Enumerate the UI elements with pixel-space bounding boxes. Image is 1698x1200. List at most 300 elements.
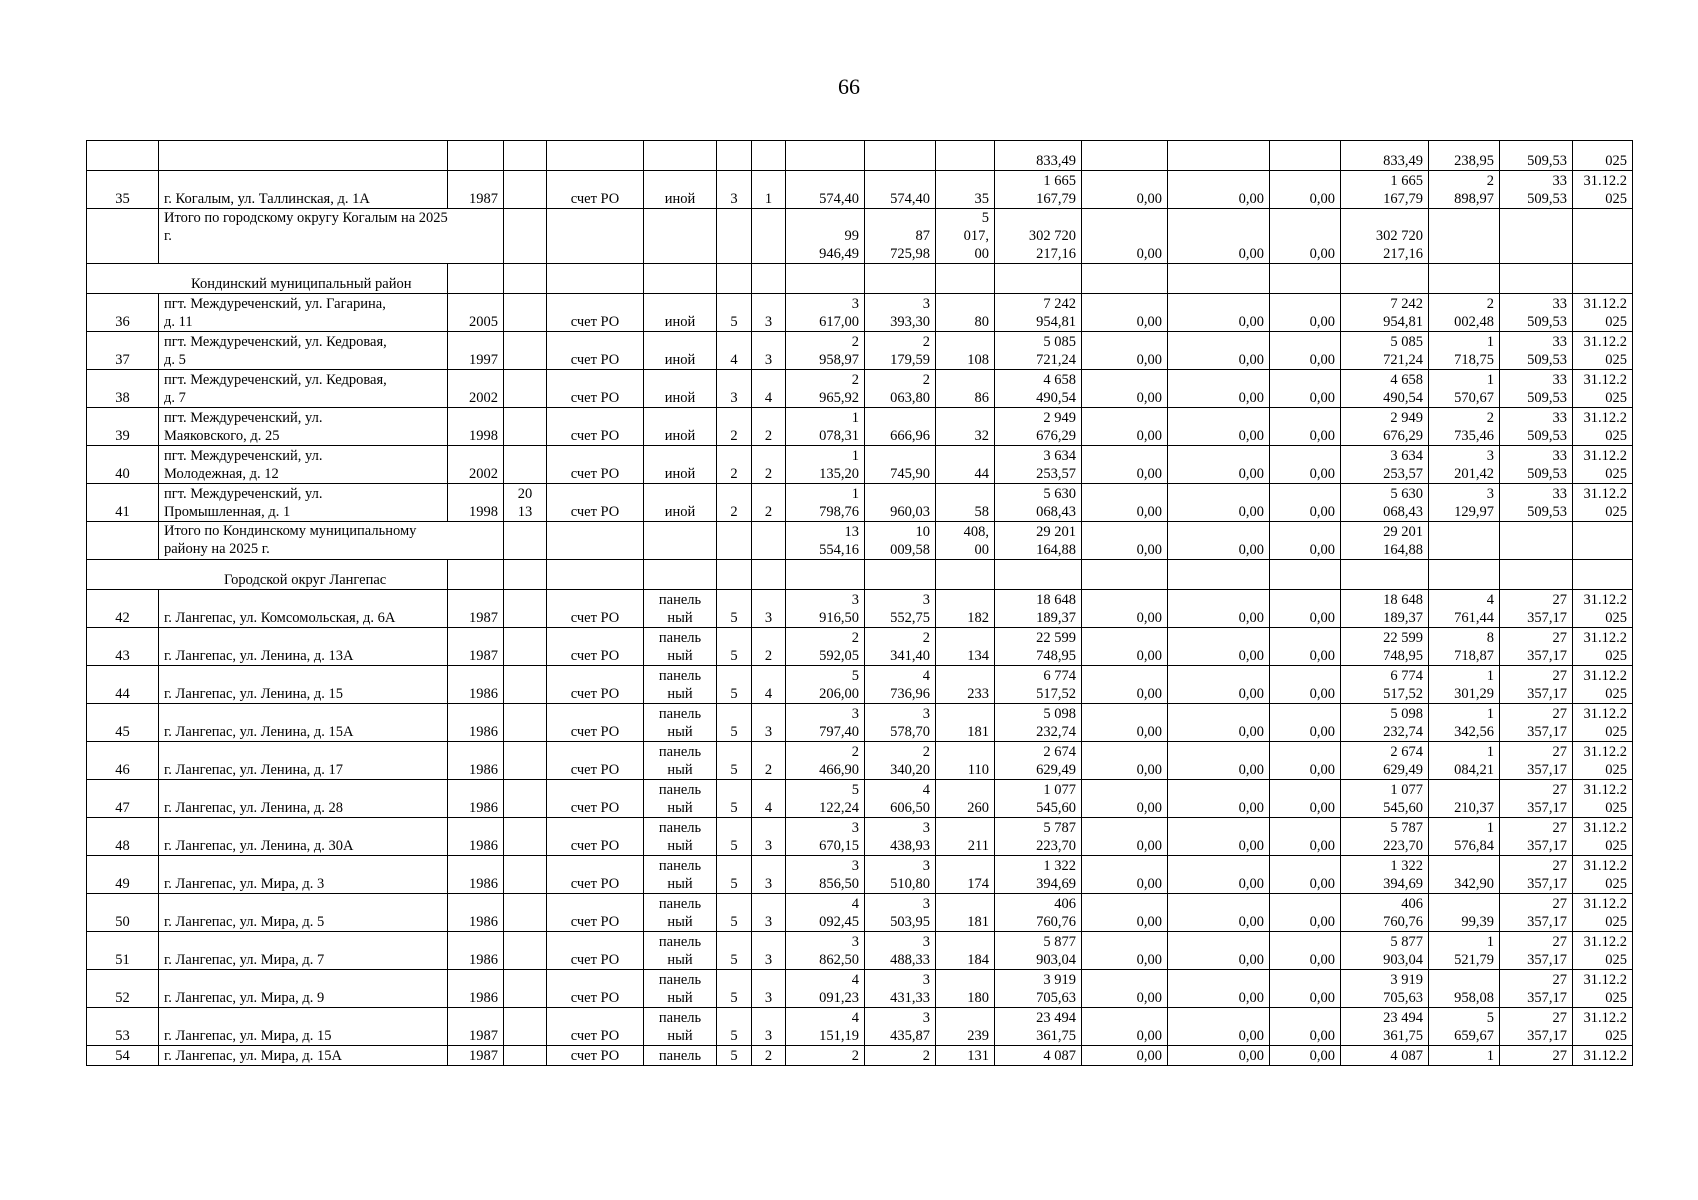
specific-cost-cell: 2 898,97 [1429, 171, 1500, 209]
specific-cost-cell: 4 761,44 [1429, 590, 1500, 628]
cost-limit-cell: 33 509,53 [1500, 171, 1573, 209]
specific-cost-cell: 99,39 [1429, 894, 1500, 932]
row-number-cell: 43 [87, 628, 159, 666]
row-number-cell: 50 [87, 894, 159, 932]
fund-formation-cell: счет РО [547, 408, 644, 446]
empty-cell [752, 209, 786, 264]
local-budget-cell: 0,00 [1270, 1046, 1341, 1066]
fund-cell: 0,00 [1082, 370, 1168, 408]
commission-year-cell: 1987 [448, 171, 504, 209]
empty-cell [995, 560, 1082, 590]
cost-limit-cell: 27 357,17 [1500, 970, 1573, 1008]
empty-cell [504, 264, 547, 294]
wall-material-cell: панель ный [644, 1008, 717, 1046]
commission-year-cell: 1998 [448, 408, 504, 446]
wall-material-cell: панель ный [644, 742, 717, 780]
row-number-cell [87, 522, 159, 560]
entrances-cell: 3 [752, 590, 786, 628]
residential-area-cell: 2 063,80 [865, 370, 936, 408]
empty-cell [717, 522, 752, 560]
regional-budget-cell: 0,00 [1168, 856, 1270, 894]
wall-material-cell: иной [644, 484, 717, 522]
table-row [87, 408, 1633, 446]
empty-cell [1573, 560, 1633, 590]
commission-year-cell: 1986 [448, 970, 504, 1008]
entrances-cell: 3 [752, 332, 786, 370]
fund-cell: 0,00 [1082, 1008, 1168, 1046]
residents-cell: 239 [936, 1008, 995, 1046]
local-budget-cell: 0,00 [1270, 818, 1341, 856]
empty-cell [1341, 560, 1429, 590]
entrances-cell: 4 [752, 370, 786, 408]
owners-funds-cell: 3 634 253,57 [1341, 446, 1429, 484]
cost-cell: 3 634 253,57 [995, 446, 1082, 484]
local-budget-cell: 0,00 [1270, 704, 1341, 742]
wall-material-cell: иной [644, 171, 717, 209]
local-budget-cell: 0,00 [1270, 332, 1341, 370]
cost-cell: 406 760,76 [995, 894, 1082, 932]
empty-cell [752, 264, 786, 294]
fund-formation-cell: счет РО [547, 856, 644, 894]
total-area-cell: 1 078,31 [786, 408, 865, 446]
empty-cell [752, 522, 786, 560]
cost-limit-cell: 27 357,17 [1500, 1008, 1573, 1046]
fund-cell: 0,00 [1082, 522, 1168, 560]
wall-material-cell: панель ный [644, 894, 717, 932]
total-area-cell: 2 958,97 [786, 332, 865, 370]
total-area-cell: 3 797,40 [786, 704, 865, 742]
local-budget-cell [1270, 141, 1341, 171]
local-budget-cell: 0,00 [1270, 590, 1341, 628]
total-area-cell: 13 554,16 [786, 522, 865, 560]
entrances-cell: 3 [752, 894, 786, 932]
floors-cell: 5 [717, 628, 752, 666]
entrances-cell [752, 141, 786, 171]
fund-cell: 0,00 [1082, 894, 1168, 932]
empty-cell [717, 209, 752, 264]
last-repair-year-cell [504, 294, 547, 332]
last-repair-year-cell [504, 1008, 547, 1046]
regional-budget-cell: 0,00 [1168, 742, 1270, 780]
commission-year-cell: 1986 [448, 704, 504, 742]
specific-cost-cell: 1 084,21 [1429, 742, 1500, 780]
wall-material-cell: панель ный [644, 818, 717, 856]
residential-area-cell: 87 725,98 [865, 209, 936, 264]
last-repair-year-cell [504, 932, 547, 970]
table-row [87, 171, 1633, 209]
empty-cell [1500, 264, 1573, 294]
owners-funds-cell: 302 720 217,16 [1341, 209, 1429, 264]
total-area-cell: 2 592,05 [786, 628, 865, 666]
empty-cell [1500, 522, 1573, 560]
commission-year-cell: 1998 [448, 484, 504, 522]
regional-budget-cell: 0,00 [1168, 818, 1270, 856]
owners-funds-cell: 6 774 517,52 [1341, 666, 1429, 704]
residential-area-cell: 2 340,20 [865, 742, 936, 780]
entrances-cell: 3 [752, 704, 786, 742]
floors-cell: 5 [717, 590, 752, 628]
cost-cell: 22 599 748,95 [995, 628, 1082, 666]
cost-limit-cell: 27 357,17 [1500, 894, 1573, 932]
entrances-cell: 4 [752, 666, 786, 704]
specific-cost-cell: 1 576,84 [1429, 818, 1500, 856]
completion-date-cell: 31.12.2 025 [1573, 1008, 1633, 1046]
last-repair-year-cell [504, 856, 547, 894]
address-cell: пгт. Междуреченский, ул. Маяковского, д. 25 [159, 408, 448, 446]
residents-cell: 5 017, 00 [936, 209, 995, 264]
floors-cell: 5 [717, 1008, 752, 1046]
empty-cell [504, 560, 547, 590]
residential-area-cell: 3 438,93 [865, 818, 936, 856]
completion-date-cell: 31.12.2 025 [1573, 171, 1633, 209]
table-row [87, 666, 1633, 704]
cost-limit-cell: 33 509,53 [1500, 446, 1573, 484]
commission-year-cell: 1986 [448, 856, 504, 894]
fund-cell: 0,00 [1082, 970, 1168, 1008]
wall-material-cell: иной [644, 294, 717, 332]
row-number-cell: 36 [87, 294, 159, 332]
fund-cell: 0,00 [1082, 294, 1168, 332]
fund-formation-cell: счет РО [547, 742, 644, 780]
fund-cell: 0,00 [1082, 742, 1168, 780]
local-budget-cell: 0,00 [1270, 209, 1341, 264]
row-number-cell: 41 [87, 484, 159, 522]
table-row [87, 332, 1633, 370]
local-budget-cell: 0,00 [1270, 484, 1341, 522]
section-header-row [87, 264, 1633, 294]
cost-limit-cell: 33 509,53 [1500, 484, 1573, 522]
specific-cost-cell: 342,90 [1429, 856, 1500, 894]
empty-cell [504, 522, 547, 560]
completion-date-cell: 31.12.2 025 [1573, 628, 1633, 666]
regional-budget-cell: 0,00 [1168, 666, 1270, 704]
floors-cell: 5 [717, 704, 752, 742]
cost-limit-cell: 27 357,17 [1500, 856, 1573, 894]
cost-cell: 2 674 629,49 [995, 742, 1082, 780]
owners-funds-cell: 5 787 223,70 [1341, 818, 1429, 856]
table-row [87, 446, 1633, 484]
fund-cell: 0,00 [1082, 209, 1168, 264]
residential-area-cell: 3 578,70 [865, 704, 936, 742]
entrances-cell: 3 [752, 1008, 786, 1046]
fund-cell: 0,00 [1082, 484, 1168, 522]
fund-formation-cell: счет РО [547, 970, 644, 1008]
empty-cell [1168, 560, 1270, 590]
wall-material-cell: панель ный [644, 780, 717, 818]
residents-cell: 110 [936, 742, 995, 780]
empty-cell [547, 264, 644, 294]
entrances-cell: 3 [752, 294, 786, 332]
regional-budget-cell: 0,00 [1168, 780, 1270, 818]
table-row [87, 780, 1633, 818]
local-budget-cell: 0,00 [1270, 780, 1341, 818]
empty-cell [1500, 560, 1573, 590]
empty-cell [786, 560, 865, 590]
entrances-cell: 1 [752, 171, 786, 209]
fund-formation-cell: счет РО [547, 1046, 644, 1066]
cost-limit-cell: 27 357,17 [1500, 932, 1573, 970]
wall-material-cell: панель ный [644, 666, 717, 704]
empty-cell [717, 560, 752, 590]
residents-cell: 184 [936, 932, 995, 970]
regional-budget-cell: 0,00 [1168, 522, 1270, 560]
completion-date-cell: 31.12.2 025 [1573, 894, 1633, 932]
empty-cell [547, 522, 644, 560]
table-row [87, 894, 1633, 932]
specific-cost-cell: 1 342,56 [1429, 704, 1500, 742]
owners-funds-cell: 1 322 394,69 [1341, 856, 1429, 894]
residential-area-cell: 3 488,33 [865, 932, 936, 970]
owners-funds-cell: 2 674 629,49 [1341, 742, 1429, 780]
fund-cell: 0,00 [1082, 446, 1168, 484]
residential-area-cell: 2 [865, 1046, 936, 1066]
residents-cell: 181 [936, 704, 995, 742]
cost-cell: 4 087 [995, 1046, 1082, 1066]
owners-funds-cell: 4 087 [1341, 1046, 1429, 1066]
total-area-cell: 1 135,20 [786, 446, 865, 484]
address-cell: г. Лангепас, ул. Мира, д. 7 [159, 932, 448, 970]
last-repair-year-cell [504, 446, 547, 484]
cost-limit-cell: 27 357,17 [1500, 742, 1573, 780]
last-repair-year-cell [504, 742, 547, 780]
specific-cost-cell: 5 659,67 [1429, 1008, 1500, 1046]
address-cell [159, 141, 448, 171]
owners-funds-cell: 5 877 903,04 [1341, 932, 1429, 970]
floors-cell: 5 [717, 742, 752, 780]
entrances-cell: 2 [752, 742, 786, 780]
owners-funds-cell: 5 098 232,74 [1341, 704, 1429, 742]
cost-cell: 1 322 394,69 [995, 856, 1082, 894]
commission-year-cell: 1987 [448, 1008, 504, 1046]
owners-funds-cell: 833,49 [1341, 141, 1429, 171]
empty-cell [644, 522, 717, 560]
wall-material-cell: панель ный [644, 590, 717, 628]
residential-area-cell [865, 141, 936, 171]
residential-area-cell: 3 552,75 [865, 590, 936, 628]
fund-cell: 0,00 [1082, 332, 1168, 370]
fund-formation-cell: счет РО [547, 370, 644, 408]
regional-budget-cell: 0,00 [1168, 408, 1270, 446]
residents-cell: 180 [936, 970, 995, 1008]
regional-budget-cell: 0,00 [1168, 704, 1270, 742]
fund-formation-cell: счет РО [547, 294, 644, 332]
residents-cell [936, 141, 995, 171]
total-area-cell: 2 466,90 [786, 742, 865, 780]
total-area-cell: 5 122,24 [786, 780, 865, 818]
entrances-cell: 3 [752, 856, 786, 894]
subtotal-row [87, 209, 1633, 264]
specific-cost-cell: 1 [1429, 1046, 1500, 1066]
local-budget-cell: 0,00 [1270, 408, 1341, 446]
cost-limit-cell: 27 357,17 [1500, 628, 1573, 666]
empty-cell [1341, 264, 1429, 294]
wall-material-cell: панель ный [644, 856, 717, 894]
completion-date-cell: 31.12.2 025 [1573, 370, 1633, 408]
completion-date-cell: 31.12.2 025 [1573, 408, 1633, 446]
empty-cell [448, 560, 504, 590]
last-repair-year-cell [504, 780, 547, 818]
floors-cell: 3 [717, 370, 752, 408]
owners-funds-cell: 5 630 068,43 [1341, 484, 1429, 522]
regional-budget-cell: 0,00 [1168, 294, 1270, 332]
regional-budget-cell: 0,00 [1168, 446, 1270, 484]
owners-funds-cell: 1 665 167,79 [1341, 171, 1429, 209]
table-row [87, 818, 1633, 856]
fund-formation-cell: счет РО [547, 666, 644, 704]
fund-cell: 0,00 [1082, 704, 1168, 742]
fund-formation-cell: счет РО [547, 332, 644, 370]
subtotal-label: Итого по Кондинскому муниципальному району на 2025 г. [159, 522, 504, 560]
residential-area-cell: 4 736,96 [865, 666, 936, 704]
completion-date-cell: 31.12.2 025 [1573, 742, 1633, 780]
entrances-cell: 3 [752, 970, 786, 1008]
owners-funds-cell: 22 599 748,95 [1341, 628, 1429, 666]
residents-cell: 260 [936, 780, 995, 818]
row-number-cell: 40 [87, 446, 159, 484]
row-number-cell: 49 [87, 856, 159, 894]
wall-material-cell: иной [644, 370, 717, 408]
regional-budget-cell: 0,00 [1168, 1008, 1270, 1046]
last-repair-year-cell [504, 590, 547, 628]
row-number-cell [87, 141, 159, 171]
empty-cell [1429, 560, 1500, 590]
fund-formation-cell: счет РО [547, 484, 644, 522]
residential-area-cell: 3 431,33 [865, 970, 936, 1008]
table-row [87, 141, 1633, 171]
floors-cell: 5 [717, 780, 752, 818]
empty-cell [1270, 560, 1341, 590]
empty-cell [1573, 522, 1633, 560]
total-area-cell: 3 617,00 [786, 294, 865, 332]
address-cell: г. Лангепас, ул. Ленина, д. 15А [159, 704, 448, 742]
row-number-cell: 52 [87, 970, 159, 1008]
fund-cell: 0,00 [1082, 1046, 1168, 1066]
address-cell: г. Лангепас, ул. Ленина, д. 30А [159, 818, 448, 856]
row-number-cell: 37 [87, 332, 159, 370]
cost-cell: 18 648 189,37 [995, 590, 1082, 628]
last-repair-year-cell [504, 666, 547, 704]
row-number-cell: 44 [87, 666, 159, 704]
last-repair-year-cell [504, 408, 547, 446]
residents-cell: 35 [936, 171, 995, 209]
entrances-cell: 3 [752, 932, 786, 970]
completion-date-cell: 025 [1573, 141, 1633, 171]
row-number-cell: 53 [87, 1008, 159, 1046]
cost-cell: 6 774 517,52 [995, 666, 1082, 704]
last-repair-year-cell [504, 171, 547, 209]
completion-date-cell: 31.12.2 025 [1573, 332, 1633, 370]
owners-funds-cell: 5 085 721,24 [1341, 332, 1429, 370]
fund-cell: 0,00 [1082, 666, 1168, 704]
local-budget-cell: 0,00 [1270, 742, 1341, 780]
last-repair-year-cell [504, 818, 547, 856]
fund-cell: 0,00 [1082, 932, 1168, 970]
fund-formation-cell: счет РО [547, 704, 644, 742]
residents-cell: 131 [936, 1046, 995, 1066]
cost-cell: 5 085 721,24 [995, 332, 1082, 370]
owners-funds-cell: 23 494 361,75 [1341, 1008, 1429, 1046]
last-repair-year-cell [504, 970, 547, 1008]
empty-cell [1573, 209, 1633, 264]
completion-date-cell: 31.12.2 025 [1573, 446, 1633, 484]
floors-cell: 5 [717, 666, 752, 704]
cost-limit-cell: 27 357,17 [1500, 590, 1573, 628]
empty-cell [1429, 522, 1500, 560]
cost-cell: 23 494 361,75 [995, 1008, 1082, 1046]
section-header-row [87, 560, 1633, 590]
last-repair-year-cell [504, 704, 547, 742]
regional-budget-cell: 0,00 [1168, 171, 1270, 209]
residents-cell: 44 [936, 446, 995, 484]
fund-cell: 0,00 [1082, 590, 1168, 628]
owners-funds-cell: 406 760,76 [1341, 894, 1429, 932]
floors-cell: 2 [717, 408, 752, 446]
table-row [87, 484, 1633, 522]
specific-cost-cell: 1 570,67 [1429, 370, 1500, 408]
total-area-cell: 2 965,92 [786, 370, 865, 408]
fund-formation-cell: счет РО [547, 446, 644, 484]
table-row [87, 704, 1633, 742]
owners-funds-cell: 7 242 954,81 [1341, 294, 1429, 332]
regional-budget-cell: 0,00 [1168, 590, 1270, 628]
regional-budget-cell: 0,00 [1168, 209, 1270, 264]
residential-area-cell: 10 009,58 [865, 522, 936, 560]
total-area-cell: 4 092,45 [786, 894, 865, 932]
address-cell: пгт. Междуреченский, ул. Гагарина, д. 11 [159, 294, 448, 332]
last-repair-year-cell [504, 332, 547, 370]
regional-budget-cell: 0,00 [1168, 370, 1270, 408]
address-cell: г. Лангепас, ул. Ленина, д. 17 [159, 742, 448, 780]
entrances-cell: 2 [752, 446, 786, 484]
local-budget-cell: 0,00 [1270, 856, 1341, 894]
residents-cell: 86 [936, 370, 995, 408]
address-cell: г. Лангепас, ул. Мира, д. 5 [159, 894, 448, 932]
empty-cell [1500, 209, 1573, 264]
owners-funds-cell: 4 658 490,54 [1341, 370, 1429, 408]
specific-cost-cell: 238,95 [1429, 141, 1500, 171]
commission-year-cell: 1986 [448, 894, 504, 932]
empty-cell [865, 264, 936, 294]
regional-budget-cell: 0,00 [1168, 484, 1270, 522]
cost-cell: 3 919 705,63 [995, 970, 1082, 1008]
completion-date-cell: 31.12.2 025 [1573, 484, 1633, 522]
residents-cell: 408, 00 [936, 522, 995, 560]
total-area-cell: 4 151,19 [786, 1008, 865, 1046]
floors-cell: 5 [717, 818, 752, 856]
floors-cell: 5 [717, 894, 752, 932]
cost-limit-cell: 27 357,17 [1500, 666, 1573, 704]
table-body [87, 141, 1633, 1066]
empty-cell [1429, 264, 1500, 294]
empty-cell [547, 560, 644, 590]
commission-year-cell: 2005 [448, 294, 504, 332]
cost-cell: 5 098 232,74 [995, 704, 1082, 742]
cost-cell: 1 077 545,60 [995, 780, 1082, 818]
fund-formation-cell: счет РО [547, 894, 644, 932]
specific-cost-cell: 210,37 [1429, 780, 1500, 818]
completion-date-cell: 31.12.2 025 [1573, 590, 1633, 628]
address-cell: г. Лангепас, ул. Ленина, д. 13А [159, 628, 448, 666]
specific-cost-cell: 1 718,75 [1429, 332, 1500, 370]
fund-cell: 0,00 [1082, 818, 1168, 856]
entrances-cell: 3 [752, 818, 786, 856]
empty-cell [995, 264, 1082, 294]
floors-cell: 5 [717, 294, 752, 332]
row-number-cell: 46 [87, 742, 159, 780]
cost-cell: 302 720 217,16 [995, 209, 1082, 264]
address-cell: г. Лангепас, ул. Мира, д. 9 [159, 970, 448, 1008]
last-repair-year-cell [504, 894, 547, 932]
